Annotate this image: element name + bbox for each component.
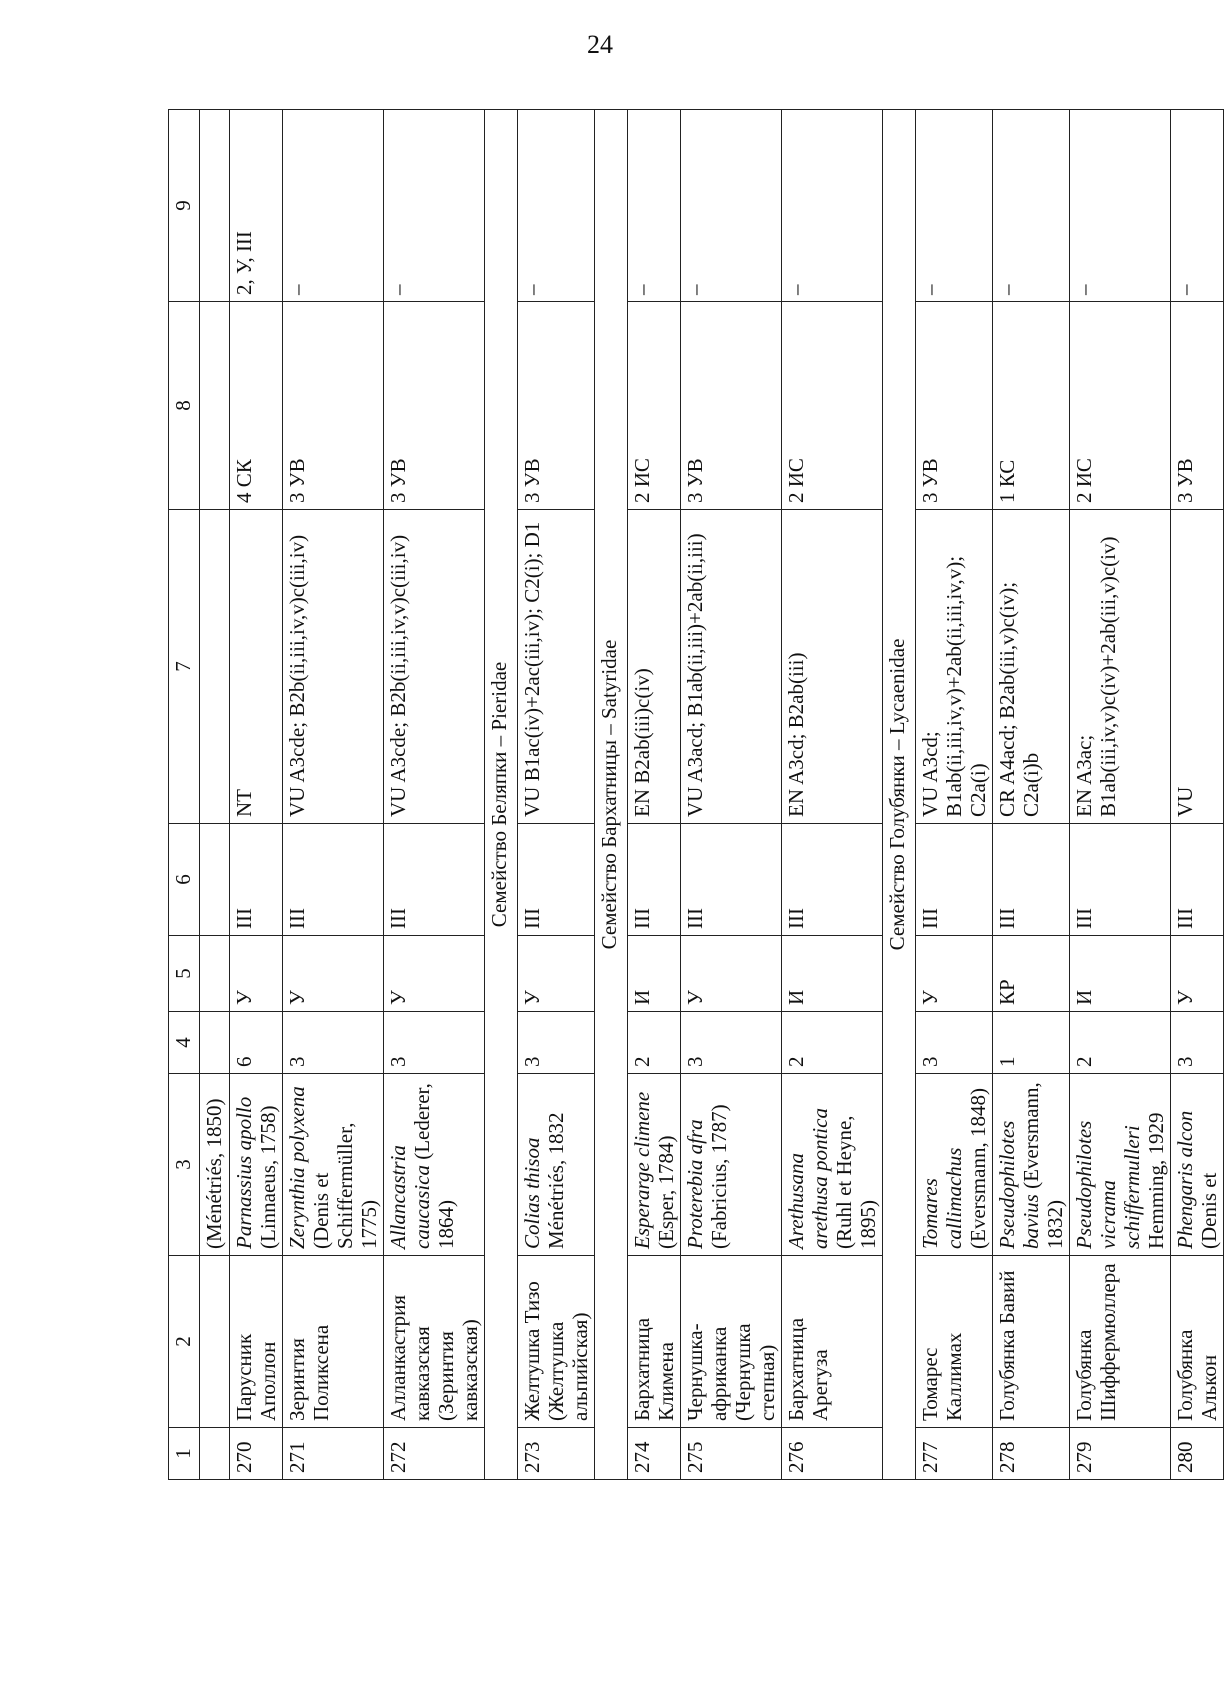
latin-name: Colias thisoa [520, 1137, 544, 1249]
note-cell: – [1171, 110, 1224, 302]
category-cell: 3 [384, 1012, 485, 1074]
regional-status-cell: 3 УВ [1171, 302, 1224, 510]
status-cell: У [681, 936, 782, 1012]
latin-name: Zerynthia polyxena [285, 1086, 309, 1249]
column-header: 8 [169, 302, 200, 510]
regional-status-cell: 3 УВ [384, 302, 485, 510]
table-row [993, 110, 1070, 1480]
iucn-criteria-cell: VU [1171, 510, 1224, 824]
author-year: (Denis et Schiffermüller, 1775) [309, 1122, 381, 1249]
scientific-name-cell [200, 1074, 230, 1256]
table-row [518, 110, 595, 1480]
group-cell: III [518, 824, 595, 936]
row-number: 270 [230, 1428, 283, 1480]
status-cell: У [916, 936, 993, 1012]
scientific-name-cell [1171, 1074, 1224, 1256]
table-row [384, 110, 485, 1480]
latin-name: Parnassius apollo [232, 1096, 256, 1249]
row-number: 272 [384, 1428, 485, 1480]
scientific-name-cell [518, 1074, 595, 1256]
russian-name: Желтушка Тизо (Желтушка альпийская) [518, 1256, 595, 1428]
column-header: 1 [169, 1428, 200, 1480]
latin-name: Esperarge climene [630, 1091, 654, 1249]
note-cell: – [782, 110, 883, 302]
russian-name: Парусник Аполлон [230, 1256, 283, 1428]
category-cell: 2 [782, 1012, 883, 1074]
family-row [485, 110, 518, 1480]
scientific-name-cell [628, 1074, 681, 1256]
column-header: 4 [169, 1012, 200, 1074]
table-row [283, 110, 384, 1480]
family-label: Семейство Беляпки – Pieridae [485, 110, 518, 1480]
scientific-name-cell [782, 1074, 883, 1256]
family-label: Семейство Бархатницы – Satyridae [595, 110, 628, 1480]
scientific-name-cell [993, 1074, 1070, 1256]
group-cell: III [1171, 824, 1224, 936]
row-number [200, 1428, 230, 1480]
author-year: (Linnaeus, 1758) [256, 1105, 280, 1249]
regional-status-cell: 3 УВ [518, 302, 595, 510]
column-header: 3 [169, 1074, 200, 1256]
row-number: 274 [628, 1428, 681, 1480]
note-cell: – [916, 110, 993, 302]
russian-name: Голубянка Шиффермюллера [1070, 1256, 1171, 1428]
table-row [681, 110, 782, 1480]
column-header: 7 [169, 510, 200, 824]
russian-name: Зеринтия Поликсена [283, 1256, 384, 1428]
row-number: 278 [993, 1428, 1070, 1480]
status-cell: У [518, 936, 595, 1012]
column-header: 9 [169, 110, 200, 302]
category-cell: 3 [916, 1012, 993, 1074]
scientific-name-cell [283, 1074, 384, 1256]
latin-name: Arethusana arethusa pontica [784, 1108, 832, 1249]
iucn-criteria-cell [200, 510, 230, 824]
table-row [628, 110, 681, 1480]
note-cell: – [384, 110, 485, 302]
table-row [916, 110, 993, 1480]
row-number: 276 [782, 1428, 883, 1480]
row-number: 280 [1171, 1428, 1224, 1480]
iucn-criteria-cell: VU A3cd; B1ab(ii,iii,iv,v)+2ab(ii,iii,iv,v); C2a(i) [916, 510, 993, 824]
species-table [168, 109, 1224, 1480]
russian-name: Алланкастрия кавказская (Зеринтия кавказская) [384, 1256, 485, 1428]
note-cell: – [681, 110, 782, 302]
category-cell: 3 [1171, 1012, 1224, 1074]
group-cell: III [1070, 824, 1171, 936]
column-header: 5 [169, 936, 200, 1012]
category-cell: 3 [681, 1012, 782, 1074]
author-year: Hemming, 1929 [1144, 1112, 1168, 1249]
iucn-criteria-cell: EN A3ac; B1ab(iii,iv,v)c(iv)+2ab(iii,v)c(iv) [1070, 510, 1171, 824]
category-cell: 3 [518, 1012, 595, 1074]
note-cell: – [628, 110, 681, 302]
category-cell [200, 1012, 230, 1074]
regional-status-cell: 3 УВ [681, 302, 782, 510]
family-row [595, 110, 628, 1480]
iucn-criteria-cell: EN B2ab(iii)c(iv) [628, 510, 681, 824]
status-cell: И [628, 936, 681, 1012]
family-row [883, 110, 916, 1480]
group-cell: III [628, 824, 681, 936]
status-cell: У [1171, 936, 1224, 1012]
status-cell [200, 936, 230, 1012]
regional-status-cell: 2 ИС [628, 302, 681, 510]
category-cell: 6 [230, 1012, 283, 1074]
scientific-name-cell [230, 1074, 283, 1256]
column-header: 2 [169, 1256, 200, 1428]
status-cell: И [782, 936, 883, 1012]
scientific-name-cell [916, 1074, 993, 1256]
table-row [1171, 110, 1224, 1480]
table-body [169, 110, 1224, 1480]
note-cell: 2, У, III [230, 110, 283, 302]
author-year: (Fabricius, 1787) [707, 1104, 731, 1249]
iucn-criteria-cell: VU A3acd; B1ab(ii,iii)+2ab(ii,iii) [681, 510, 782, 824]
group-cell [200, 824, 230, 936]
category-cell: 2 [628, 1012, 681, 1074]
latin-name: Pseudophilotes vicrama schiffermulleri [1072, 1120, 1144, 1249]
scientific-name-cell [384, 1074, 485, 1256]
iucn-criteria-cell: EN A3cd; B2ab(iii) [782, 510, 883, 824]
latin-name: Pseudophilotes bavius [995, 1120, 1043, 1249]
iucn-criteria-cell: VU B1ac(iv)+2ac(iii,iv); C2(i); D1 [518, 510, 595, 824]
page-number: 24 [587, 30, 613, 59]
russian-name: Чернушка-африканка (Чернушка степная) [681, 1256, 782, 1428]
group-cell: III [916, 824, 993, 936]
column-header: 6 [169, 824, 200, 936]
regional-status-cell: 2 ИС [782, 302, 883, 510]
iucn-criteria-cell: VU A3cde; B2b(ii,iii,iv,v)c(iii,iv) [384, 510, 485, 824]
group-cell: III [782, 824, 883, 936]
latin-name: Proterebia afra [683, 1119, 707, 1249]
continuation-row [200, 110, 230, 1480]
regional-status-cell [200, 302, 230, 510]
note-cell [200, 110, 230, 302]
group-cell: III [283, 824, 384, 936]
regional-status-cell: 3 УВ [916, 302, 993, 510]
author-year: (Ménétriés, 1850) [202, 1098, 226, 1249]
species-table-rotated [168, 110, 1221, 1480]
regional-status-cell: 1 КС [993, 302, 1070, 510]
latin-name: Phengaris alcon [1173, 1110, 1197, 1249]
russian-name: Голубянка Алькон [1171, 1256, 1224, 1428]
row-number: 275 [681, 1428, 782, 1480]
note-cell: – [993, 110, 1070, 302]
russian-name: Бархатница Арегуза [782, 1256, 883, 1428]
russian-name: Бархатница Климена [628, 1256, 681, 1428]
note-cell: – [1070, 110, 1171, 302]
iucn-criteria-cell: VU A3cde; B2b(ii,iii,iv,v)c(iii,iv) [283, 510, 384, 824]
header-row [169, 110, 200, 1480]
status-cell: У [384, 936, 485, 1012]
row-number: 277 [916, 1428, 993, 1480]
row-number: 271 [283, 1428, 384, 1480]
regional-status-cell: 2 ИС [1070, 302, 1171, 510]
row-number: 273 [518, 1428, 595, 1480]
author-year: (Eversmann, 1832) [1019, 1082, 1067, 1249]
note-cell: – [518, 110, 595, 302]
author-year: Ménétriés, 1832 [544, 1112, 568, 1249]
latin-name: Tomares callimachus [918, 1147, 966, 1249]
table-row [230, 110, 283, 1480]
scientific-name-cell [681, 1074, 782, 1256]
author-year: (Denis et [1197, 1172, 1221, 1249]
group-cell: III [384, 824, 485, 936]
status-cell: И [1070, 936, 1171, 1012]
iucn-criteria-cell: CR A4acd; B2ab(iii,v)c(iv); C2a(i)b [993, 510, 1070, 824]
author-year: (Ruhl et Heyne, 1895) [832, 1115, 880, 1249]
group-cell: III [681, 824, 782, 936]
russian-name [200, 1256, 230, 1428]
russian-name: Томарес Каллимах [916, 1256, 993, 1428]
group-cell: III [230, 824, 283, 936]
author-year: (Esper, 1784) [654, 1135, 678, 1249]
author-year: (Eversmann, 1848) [966, 1088, 990, 1249]
category-cell: 1 [993, 1012, 1070, 1074]
status-cell: КР [993, 936, 1070, 1012]
iucn-criteria-cell: NT [230, 510, 283, 824]
category-cell: 3 [283, 1012, 384, 1074]
status-cell: У [283, 936, 384, 1012]
regional-status-cell: 4 СК [230, 302, 283, 510]
family-label: Семейство Голубянки – Lycaenidae [883, 110, 916, 1480]
status-cell: У [230, 936, 283, 1012]
category-cell: 2 [1070, 1012, 1171, 1074]
russian-name: Голубянка Бавий [993, 1256, 1070, 1428]
table-row [782, 110, 883, 1480]
scientific-name-cell [1070, 1074, 1171, 1256]
author-year: (Lederer, 1864) [410, 1083, 458, 1249]
regional-status-cell: 3 УВ [283, 302, 384, 510]
row-number: 279 [1070, 1428, 1171, 1480]
latin-name: Allancastria caucasica [386, 1145, 434, 1249]
note-cell: – [283, 110, 384, 302]
group-cell: III [993, 824, 1070, 936]
table-row [1070, 110, 1171, 1480]
